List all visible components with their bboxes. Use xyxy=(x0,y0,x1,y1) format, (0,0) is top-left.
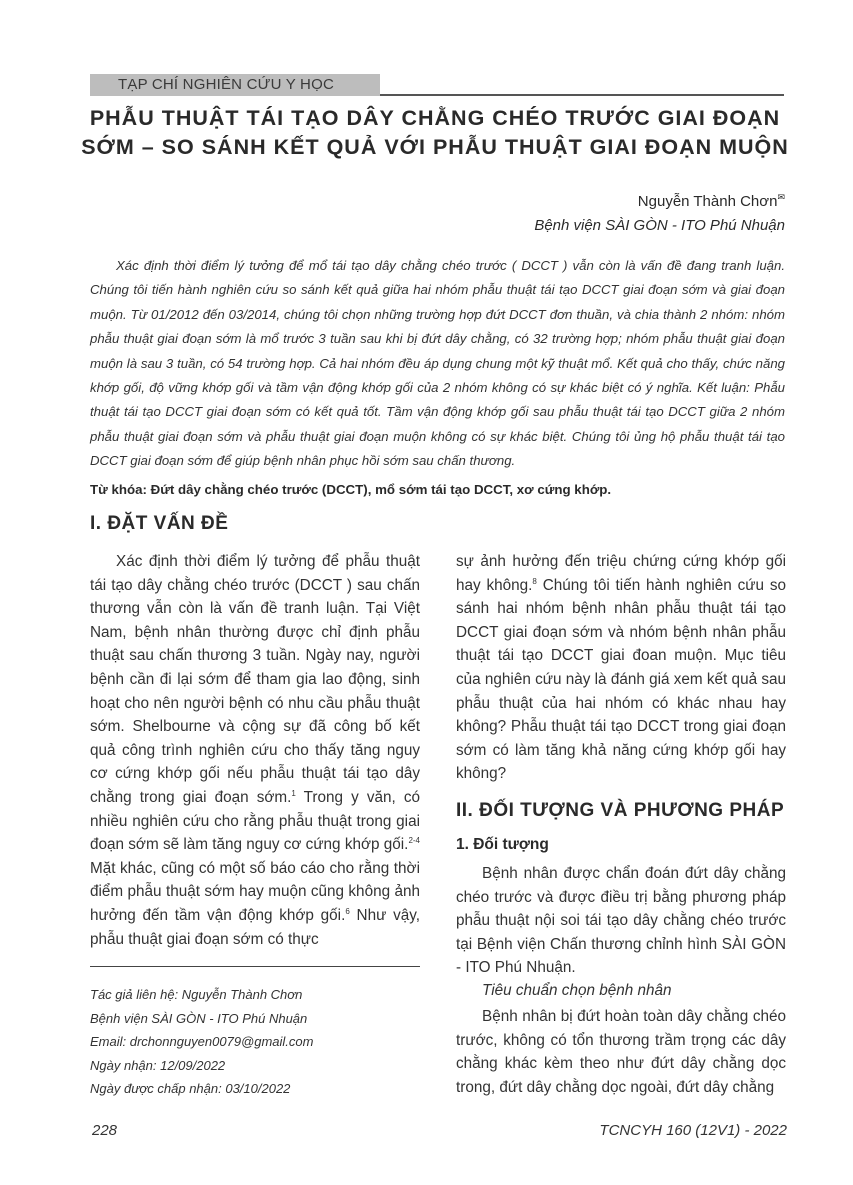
section-heading-methods: II. ĐỐI TƯỢNG VÀ PHƯƠNG PHÁP xyxy=(456,800,785,821)
footnote-corresponding-author: Tác giả liên hệ: Nguyễn Thành Chơn xyxy=(90,987,303,1002)
subsection-heading-subjects: 1. Đối tượng xyxy=(456,836,549,853)
journal-header-rule xyxy=(380,94,784,96)
journal-name: TẠP CHÍ NGHIÊN CỨU Y HỌC xyxy=(118,76,334,93)
journal-header xyxy=(90,74,784,96)
envelope-icon: ✉ xyxy=(777,192,785,202)
criteria-heading: Tiêu chuẩn chọn bệnh nhân xyxy=(482,982,672,999)
footnote-email: Email: drchonnguyen0079@gmail.com xyxy=(90,1034,314,1050)
article-title: PHẪU THUẬT TÁI TẠO DÂY CHẰNG CHÉO TRƯỚC GIAI ĐOẠN SỚM – SO SÁNH KẾT QUẢ VỚI PHẪU THUẬT GIAI ĐOẠN MUỘN xyxy=(81,106,789,159)
citation-ref: 6 xyxy=(345,906,350,916)
author-affiliation: Bệnh viện SÀI GÒN - ITO Phú Nhuận xyxy=(534,217,785,234)
text-run: Xác định thời điểm lý tưởng để phẫu thuật tái tạo dây chằng chéo trước (DCCT ) sau chấn thương vẫn còn là vấn đề tranh luận. Tại Việt Nam, bệnh nhân thường được chỉ định phẫu thuật sau chấn thương 3 tuần. Ngày nay, người bệnh cần đi lại sớm để tham gia lao động, sinh hoạt cho nên người bệnh có nhu cầu phẫu thuật sớm. Shelbourne và cộng sự đã công bố kết quả công trình nghiên cứu cho thấy tăng nguy cơ cứng khớp gối nếu phẫu thuật tái tạo dây chằng trong giai đoạn sớm. xyxy=(90,553,420,806)
citation-ref: 1 xyxy=(291,788,296,798)
journal-citation: TCNCYH 160 (12V1) - 2022 xyxy=(599,1122,787,1139)
text-run: Chúng tôi tiến hành nghiên cứu so sánh hai nhóm bệnh nhân phẫu thuật tái tạo DCCT giai đoạn sớm và nhóm bệnh nhân phẫu thuật tái tạo DCCT giai đoan muộn. Mục tiêu của nghiên cứu này là đánh giá xem kết quả sau phẫu thuật của hai nhóm có khác nhau hay không? Phẫu thuật tái tạo DCCT trong giai đoạn sớm có làm tăng khả năng cứng khớp gối hay không? xyxy=(456,576,787,783)
abstract: Xác định thời điểm lý tưởng để mổ tái tạo dây chằng chéo trước ( DCCT ) vẫn còn là vấn đề đang tranh luận. Chúng tôi tiến hành nghiên cứu so sánh kết quả giữa hai nhóm phẫu thuật tái tạo DCCT giai đoạn sớm và giai đoạn muộn. Từ 01/2012 đến 03/2014, chúng tôi chọn những trường hợp đứt DCCT đơn thuần, và chia thành 2 nhóm: nhóm phẫu thuật giai đoạn sớm là mổ trước 3 tuần sau khi bị đứt dây chằng, có 32 trường hợp; nhóm phẫu thuật giai đoạn muộn là sau 3 tuần, có 54 trường hợp. Cả hai nhóm đều áp dụng chung một kỹ thuật mổ. Kết quả cho thấy, chức năng khớp gối, độ vững khớp gối và tầm vận động khớp gối của 2 nhóm không có sự khác biệt có ý nghĩa. Kết luận: Phẫu thuật tái tạo DCCT giai đoạn sớm có kết quả tốt. Tầm vận động khớp gối sau phẫu thuật tái tạo DCCT giữa 2 nhóm phẫu thuật giai đoạn sớm và phẫu thuật giai đoạn muộn không có sự khác biệt. Chúng tôi ủng hộ phẫu thuật tái tạo DCCT giai đoạn sớm để giúp bệnh nhân phục hồi sớm sau chấn thương. xyxy=(90,258,785,469)
footnote-divider xyxy=(90,966,420,967)
subjects-paragraph: Bệnh nhân được chẩn đoán đứt dây chằng chéo trước và được điều trị bằng phương pháp phẫu thuật nội soi tái tạo dây chằng chéo trước tại Bệnh viện Chấn thương chỉnh hình SÀI GÒN - ITO Phú Nhuận. xyxy=(456,865,786,977)
page-number: 228 xyxy=(92,1122,118,1139)
section-heading-introduction: I. ĐẶT VẤN ĐỀ xyxy=(90,513,229,534)
introduction-paragraph xyxy=(90,550,420,951)
citation-ref: 8 xyxy=(532,576,537,586)
text-run: sự ảnh hưởng đến triệu chứng cứng khớp gối hay không. xyxy=(456,553,786,594)
footnotes xyxy=(90,983,420,1101)
criteria-paragraph: Bệnh nhân bị đứt hoàn toàn dây chằng chéo trước, không có tổn thương trầm trọng các dây chằng khác kèm theo như đứt dây chằng dọc trong, đứt dây chằng dọc ngoài, đứt dây chằng xyxy=(456,1008,786,1096)
author-name: Nguyễn Thành Chơn xyxy=(637,193,778,210)
text-run: Mặt khác, cũng có một số báo cáo cho rằng thời điểm phẫu thuật sớm hay muộn cũng không ảnh hưởng đến tầm vận động khớp gối. xyxy=(90,859,420,924)
footnote-affiliation: Bệnh viện SÀI GÒN - ITO Phú Nhuận xyxy=(90,1010,308,1026)
introduction-continuation xyxy=(456,550,786,786)
text-run: Trong y văn, có nhiều nghiên cứu cho rằng phẫu thuật trong giai đoạn sớm sẽ làm tăng nguy cơ cứng khớp gối. xyxy=(90,788,420,854)
text-run: Như vậy, phẫu thuật giai đoạn sớm có thực xyxy=(90,906,420,948)
keywords: Từ khóa: Đứt dây chằng chéo trước (DCCT), mổ sớm tái tạo DCCT, xơ cứng khớp. xyxy=(90,482,612,497)
footnote-received-date: Ngày nhận: 12/09/2022 xyxy=(90,1057,226,1073)
citation-ref: 2-4 xyxy=(408,836,420,846)
footnote-accepted-date: Ngày được chấp nhận: 03/10/2022 xyxy=(90,1081,291,1097)
author-line xyxy=(638,192,785,210)
